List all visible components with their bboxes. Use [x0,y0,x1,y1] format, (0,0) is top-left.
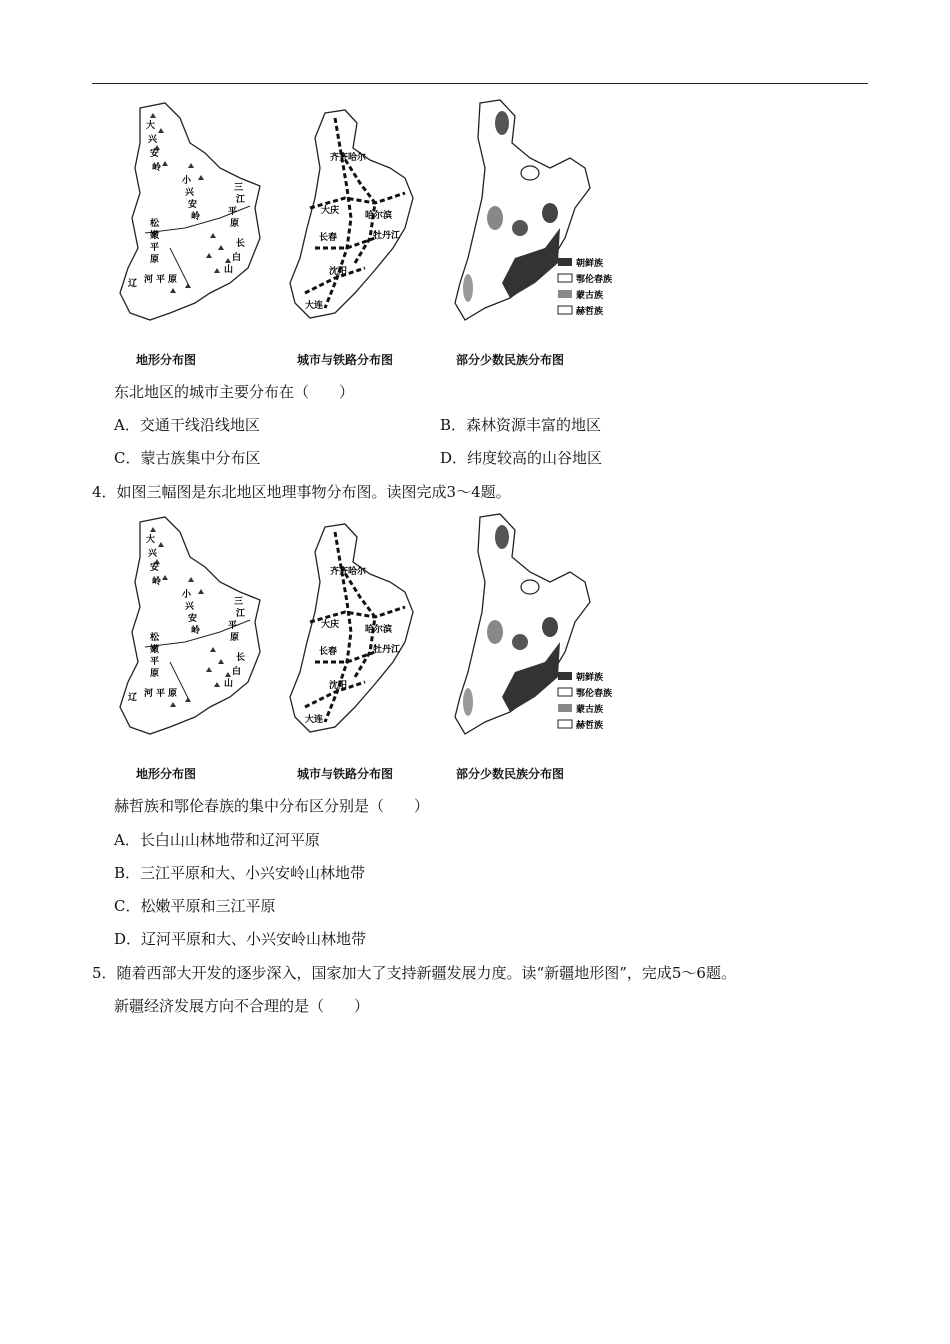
svg-text:小: 小 [182,590,192,600]
caption-ethnic: 部分少数民族分布图 [456,353,565,367]
caption-railway: 城市与铁路分布图 [297,353,394,367]
svg-text:原: 原 [168,689,178,699]
label-yuan2: 原 [230,219,240,229]
label-ling: 岭 [152,163,162,173]
label-he: 河 [144,275,154,285]
railway-map-2 [275,512,445,782]
city-dalian: 大连 [305,301,324,311]
ethnic-map-2 [440,512,640,782]
legend-hezhe: 赫哲族 [576,307,604,317]
label-liao: 辽 [128,279,138,289]
terrain-map-2 [110,512,280,782]
svg-text:山: 山 [224,679,234,689]
label-yuan: 原 [150,255,160,265]
legend-korean: 朝鲜族 [576,259,604,269]
label-chang: 长 [236,239,246,249]
q3-stem: 东北地区的城市主要分布在（ ） [114,383,355,401]
svg-text:河: 河 [144,689,154,699]
ethnic-legend-2 [558,671,612,731]
q3-option-c[interactable]: C．蒙古族集中分布区 [114,449,261,467]
figure-set-1 [110,98,650,368]
caption-terrain: 地形分布图 [136,353,197,367]
svg-text:平: 平 [156,689,166,699]
svg-text:嫩: 嫩 [150,645,160,655]
ethnic-map-drawing [440,98,640,328]
svg-text:岭: 岭 [191,626,201,636]
svg-text:沈阳: 沈阳 [329,681,348,691]
label-ping2: 平 [228,207,238,217]
q3-option-d[interactable]: D．纬度较高的山谷地区 [440,449,603,467]
svg-text:白: 白 [232,667,242,677]
svg-text:兴: 兴 [185,602,195,612]
q3-option-a[interactable]: A．交通干线沿线地区 [114,416,260,434]
svg-text:牡丹江: 牡丹江 [373,645,401,655]
label-an2: 安 [188,200,198,210]
q3-option-b[interactable]: B．森林资源丰富的地区 [440,416,602,434]
label-san: 三 [234,183,244,193]
svg-text:蒙古族: 蒙古族 [576,705,604,715]
q4-option-a[interactable]: A．长白山山林地带和辽河平原 [114,831,320,849]
svg-text:辽: 辽 [128,693,138,703]
svg-text:兴: 兴 [148,549,158,559]
legend-oroqen: 鄂伦春族 [576,275,613,285]
city-qiqihar: 齐齐哈尔 [330,153,367,163]
label-xing: 兴 [148,135,158,145]
label-ping: 平 [150,243,160,253]
ethnic-legend [558,257,612,317]
railway-map-drawing-2 [275,512,445,742]
q4-option-c[interactable]: C．松嫩平原和三江平原 [114,897,276,915]
label-bai: 白 [232,253,242,263]
caption-railway-2: 城市与铁路分布图 [297,767,394,781]
q4-stem: 赫哲族和鄂伦春族的集中分布区分别是（ ） [114,797,430,815]
svg-text:赫哲族: 赫哲族 [576,721,604,731]
terrain-map-drawing-2 [110,512,280,742]
caption-ethnic-2: 部分少数民族分布图 [456,767,565,781]
svg-text:原: 原 [230,633,240,643]
svg-text:齐齐哈尔: 齐齐哈尔 [330,567,367,577]
city-daqing: 大庆 [321,206,340,216]
header-rule [92,83,868,84]
city-harbin: 哈尔滨 [365,211,393,221]
svg-text:松: 松 [150,633,160,643]
ethnic-map-drawing-2 [440,512,640,742]
label-an: 安 [150,149,160,159]
label-xing2: 兴 [185,188,195,198]
label-nen: 嫩 [150,231,160,241]
ethnic-map [440,98,640,368]
city-changchun: 长春 [319,233,338,243]
svg-text:大连: 大连 [305,715,324,725]
svg-text:大: 大 [146,535,156,545]
city-shenyang: 沈阳 [329,267,348,277]
svg-text:安: 安 [150,563,160,573]
legend-mongol: 蒙古族 [576,291,604,301]
svg-text:平: 平 [228,621,238,631]
q5-intro: 5．随着西部大开发的逐步深入，国家加大了支持新疆发展力度。读“新疆地形图”，完成5～6题。 [92,964,736,982]
label-ping3: 平 [156,275,166,285]
q5-stem: 新疆经济发展方向不合理的是（ ） [114,997,370,1015]
q4-intro: 4．如图三幅图是东北地区地理事物分布图。读图完成3～4题。 [92,483,511,501]
svg-text:原: 原 [150,669,160,679]
caption-terrain-2: 地形分布图 [136,767,197,781]
q4-option-d[interactable]: D．辽河平原和大、小兴安岭山林地带 [114,930,367,948]
svg-text:安: 安 [188,614,198,624]
city-mudanjiang: 牡丹江 [373,231,401,241]
label-yuan3: 原 [168,275,178,285]
svg-text:长: 长 [236,653,246,663]
svg-text:长春: 长春 [319,647,338,657]
label-shan: 山 [224,265,234,275]
label-jiang: 江 [236,195,246,205]
svg-text:鄂伦春族: 鄂伦春族 [576,689,613,699]
svg-text:江: 江 [236,609,246,619]
q4-option-b[interactable]: B．三江平原和大、小兴安岭山林地带 [114,864,366,882]
svg-text:大庆: 大庆 [321,620,340,630]
svg-text:朝鲜族: 朝鲜族 [576,673,604,683]
svg-text:三: 三 [234,597,244,607]
figure-set-2 [110,512,650,782]
label-xiao: 小 [182,176,192,186]
svg-text:岭: 岭 [152,577,162,587]
label-ling2: 岭 [191,212,201,222]
railway-map-drawing [275,98,445,328]
terrain-map-drawing [110,98,280,328]
svg-text:哈尔滨: 哈尔滨 [365,625,393,635]
svg-text:平: 平 [150,657,160,667]
label-song: 松 [150,219,160,229]
railway-map [275,98,445,368]
label-da: 大 [146,121,156,131]
terrain-map [110,98,280,368]
